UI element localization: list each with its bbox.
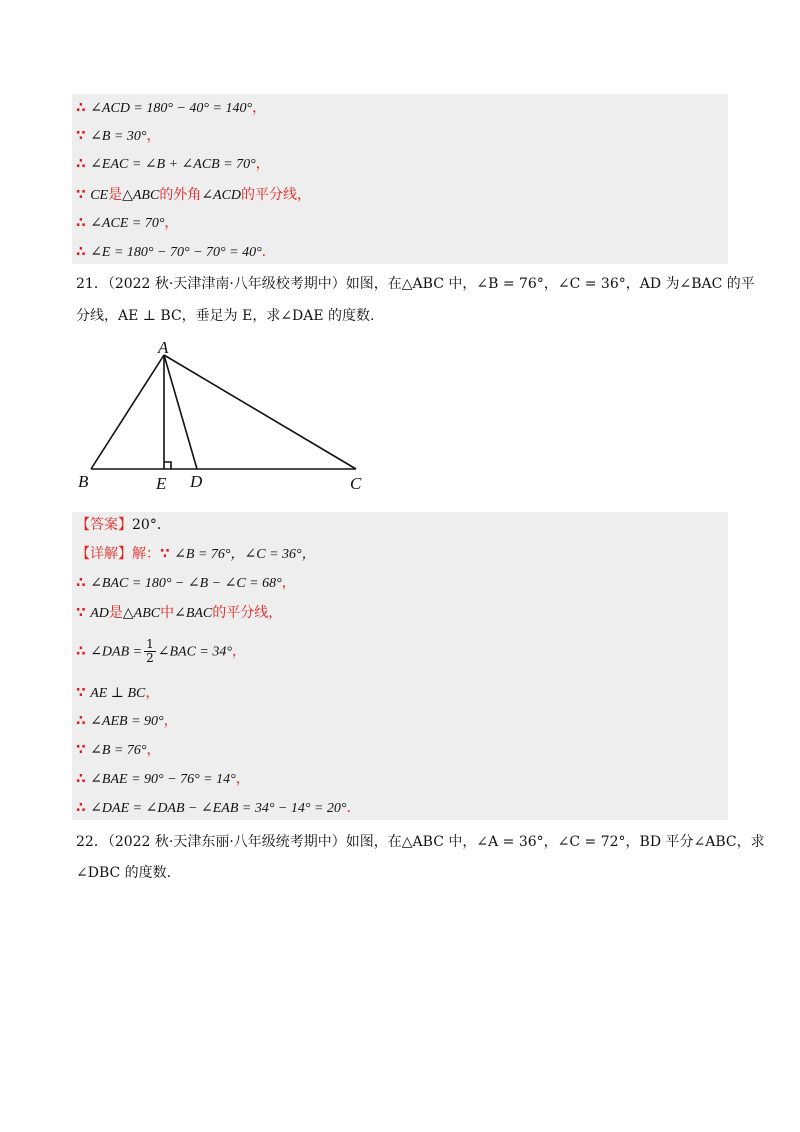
prev-line-5: ∴ ∠ACE = 70°， [76,215,179,231]
triangle-figure [70,335,380,495]
label-D: D [190,472,203,491]
prev-line-4: ∵ CE是△ABC的外角∠ACD的平分线， [76,187,312,203]
prev-line-3: ∴ ∠EAC = ∠B + ∠ACB = 70°， [76,156,270,172]
answer-tag: 【答案】 [76,517,132,533]
question-22-line-2: ∠DBC 的度数. [76,865,172,881]
detail-line: 【详解】解：∵ ∠B = 76°，∠C = 36°， [76,546,316,562]
fraction-half: $\frac{1}{2}$ [146,637,154,665]
prev-line-2: ∵ ∠B = 30°， [76,128,161,144]
step-line-8: ∴ ∠DAE = ∠DAB − ∠EAB = 34° − 14° = 20°. [76,800,351,816]
question-22-line-1: 22．（2022 秋·天津东丽·八年级统考期中）如图，在△ABC 中，∠A = 36°，∠C = 72°，BD 平分∠ABC，求 [76,834,765,850]
answer-value: 20°． [132,517,171,533]
step-line-3: ∴ ∠DAB = $\frac{1}{2}$ ∠BAC = 34°， [76,637,246,665]
answer-line [76,515,171,535]
step-line-2: ∵ AD是△ABC中∠BAC的平分线， [76,605,283,621]
solution-block-previous [72,94,728,264]
step-line-7: ∴ ∠BAE = 90° − 76° = 14°， [76,771,250,787]
step-line-6: ∵ ∠B = 76°， [76,742,161,758]
label-C: C [350,474,362,493]
step-line-5: ∴ ∠AEB = 90°， [76,713,178,729]
prev-line-1: ∴ ∠ACD = 180° − 40° = 140°， [76,100,267,116]
detail-tag: 【详解】 [76,546,132,562]
label-E: E [156,474,167,493]
question-21-line-1: 21．（2022 秋·天津津南·八年级校考期中）如图，在△ABC 中，∠B = 76°，∠C = 36°，AD 为∠BAC 的平 [76,276,755,292]
prev-line-6: ∴ ∠E = 180° − 70° − 70° = 40°. [76,244,267,260]
question-21-line-2: 分线，AE ⊥ BC，垂足为 E，求∠DAE 的度数. [76,308,375,324]
label-B: B [78,472,89,491]
label-A: A [158,338,169,357]
step-line-4: ∵ AE ⊥ BC， [76,685,160,701]
step-line-1: ∴ ∠BAC = 180° − ∠B − ∠C = 68°， [76,575,296,591]
